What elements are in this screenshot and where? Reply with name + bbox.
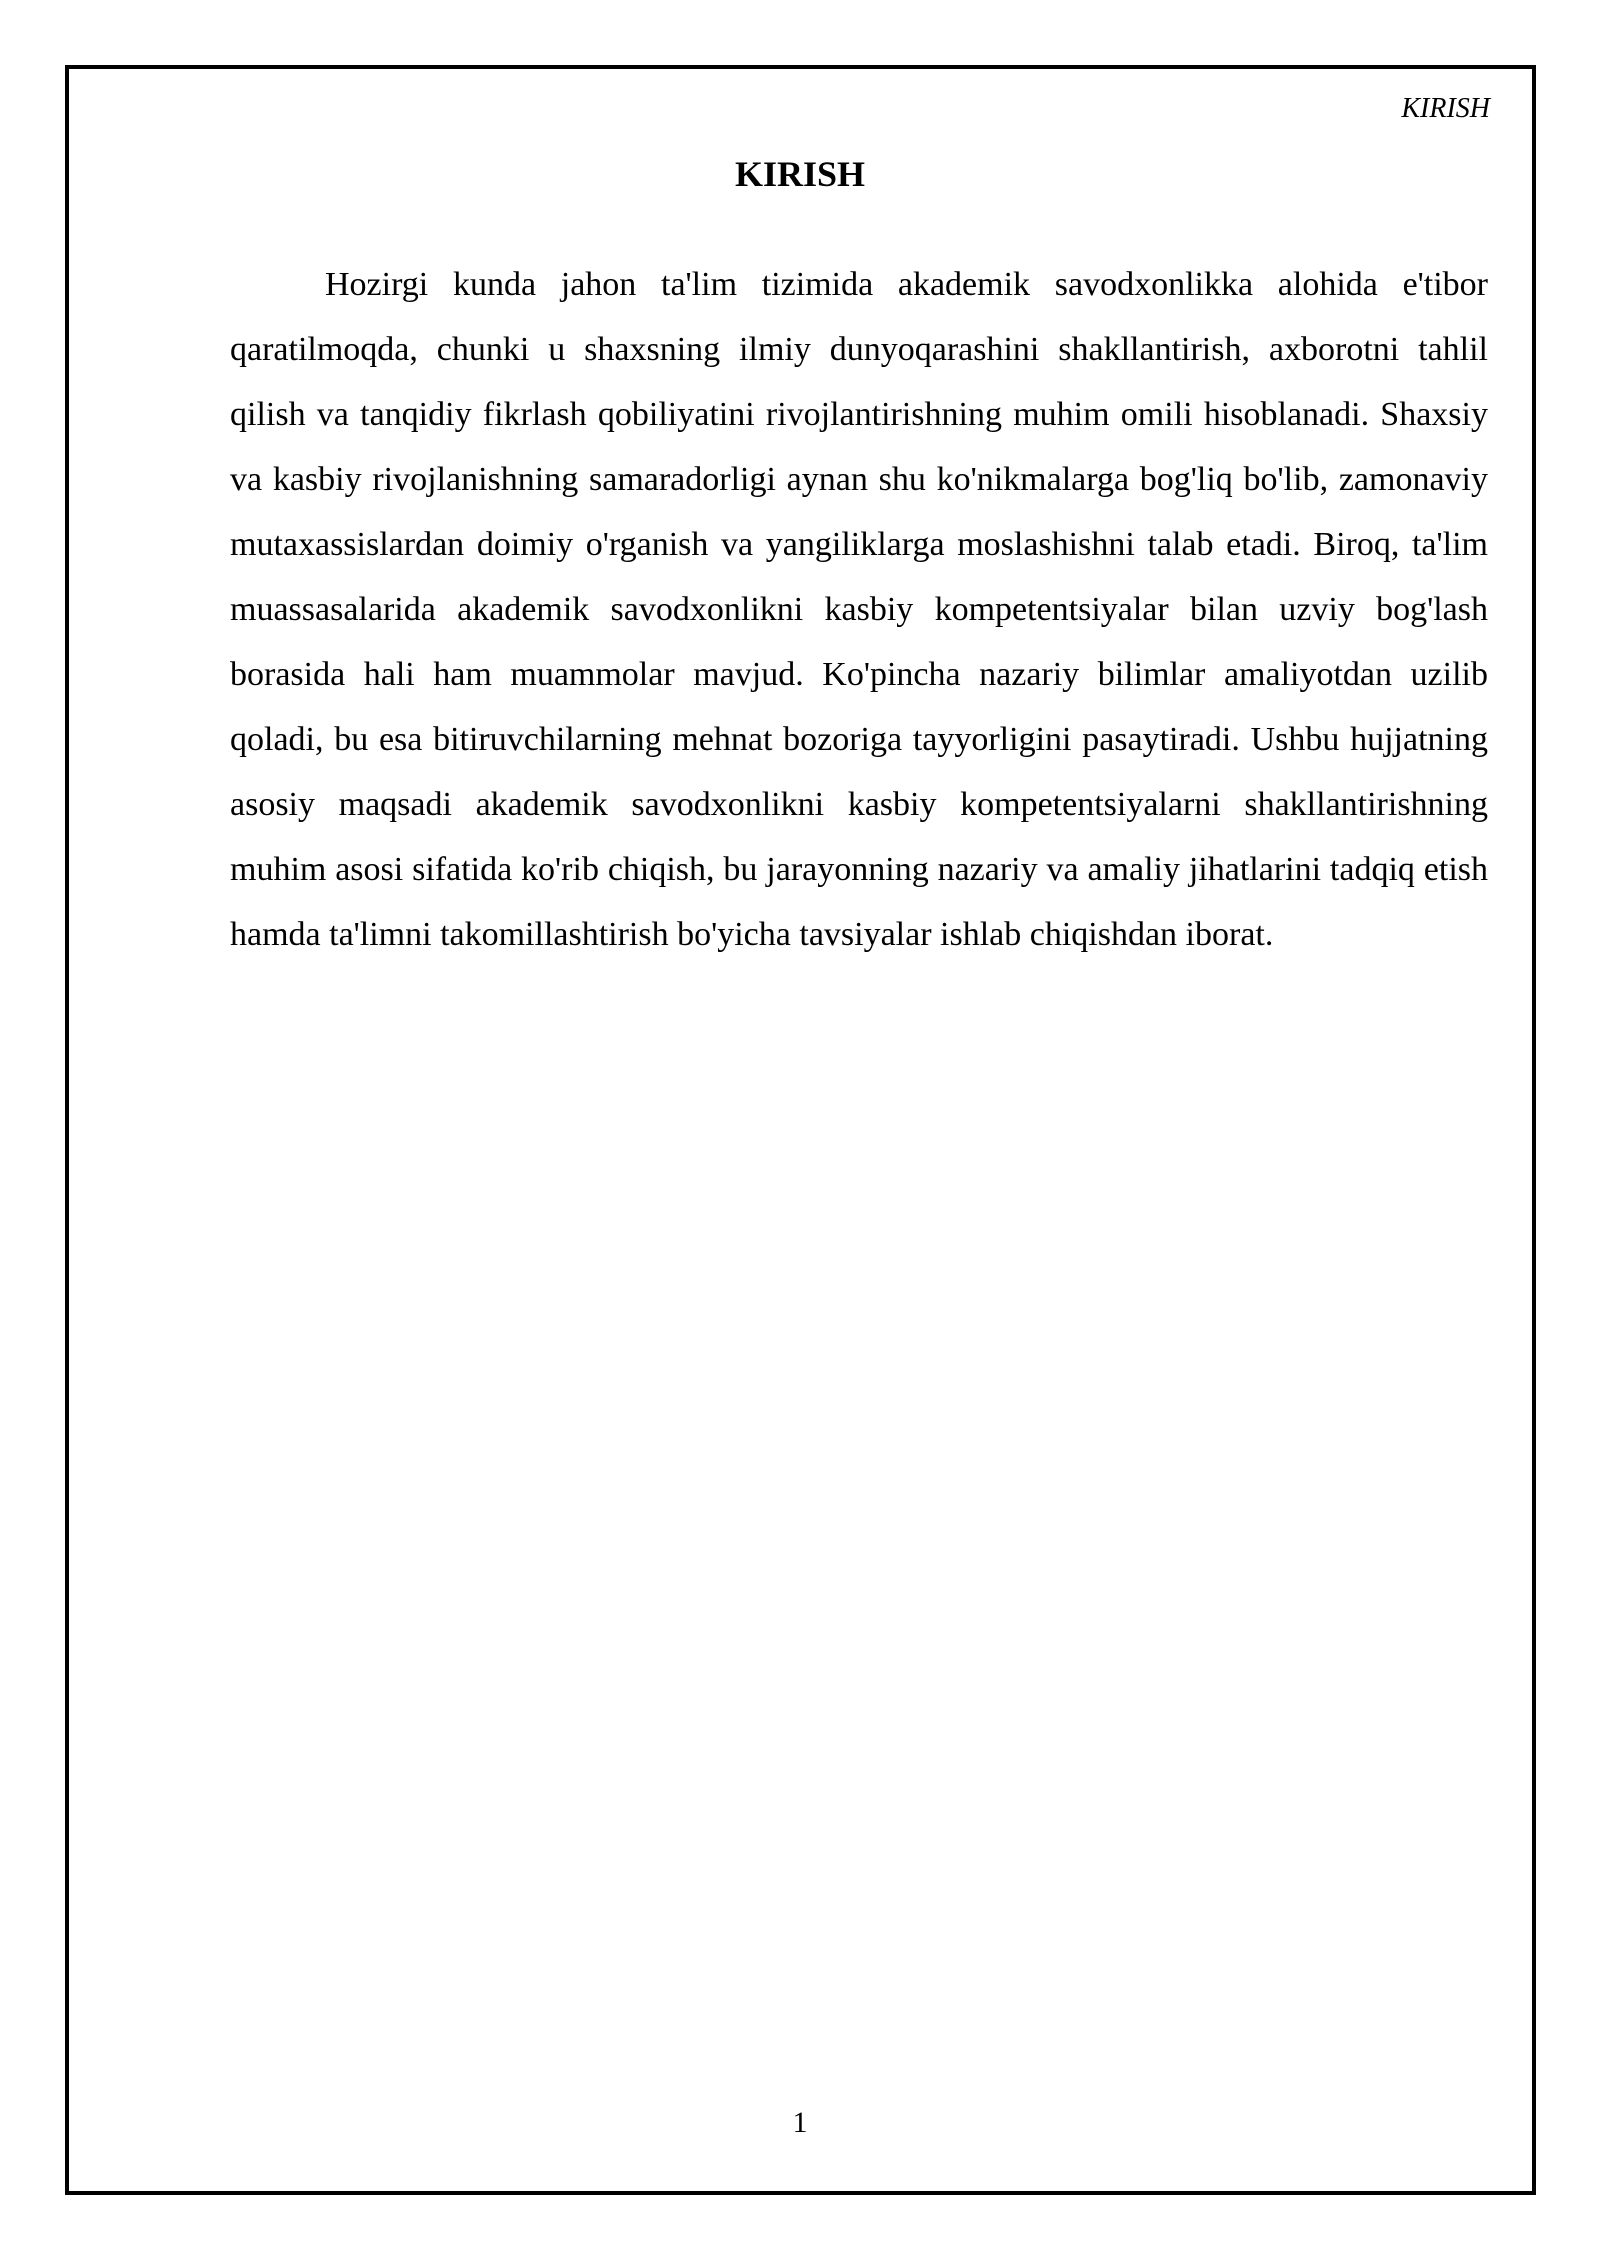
page-number: 1: [792, 2106, 808, 2139]
page-title: KIRISH: [734, 154, 866, 194]
running-header: KIRISH: [1401, 93, 1490, 124]
body-paragraph: Hozirgi kunda jahon ta'lim tizimida akademik savodxonlikka alohida e'tibor qaratilmoqda, chunki u shaxsning ilmiy dunyoqarashini shakllantirish, axborotni tahlil qilish va tanqidiy fikrlash qobiliyatini rivojlantirishning muhim omili hisoblanadi. Shaxsiy va kasbiy rivojlanishning samaradorligi aynan shu ko'nikmalarga bog'liq bo'lib, zamonaviy mutaxassislardan doimiy o'rganish va yangiliklarga moslashishni talab etadi. Biroq, ta'lim muassasalarida akademik savodxonlikni kasbiy kompetentsiyalar bilan uzviy bog'lash borasida hali ham muammolar mavjud. Ko'pincha nazariy bilimlar amaliyotdan uzilib qoladi, bu esa bitiruvchilarning mehnat bozoriga tayyorligini pasaytiradi. Ushbu hujjatning asosiy maqsadi akademik savodxonlikni kasbiy kompetentsiyalarni shakllantirishning muhim asosi sifatida ko'rib chiqish, bu jarayonning nazariy va amaliy jihatlarini tadqiq etish hamda ta'limni takomillashtirish bo'yicha tavsiyalar ishlab chiqishdan iborat.: [230, 266, 1488, 953]
